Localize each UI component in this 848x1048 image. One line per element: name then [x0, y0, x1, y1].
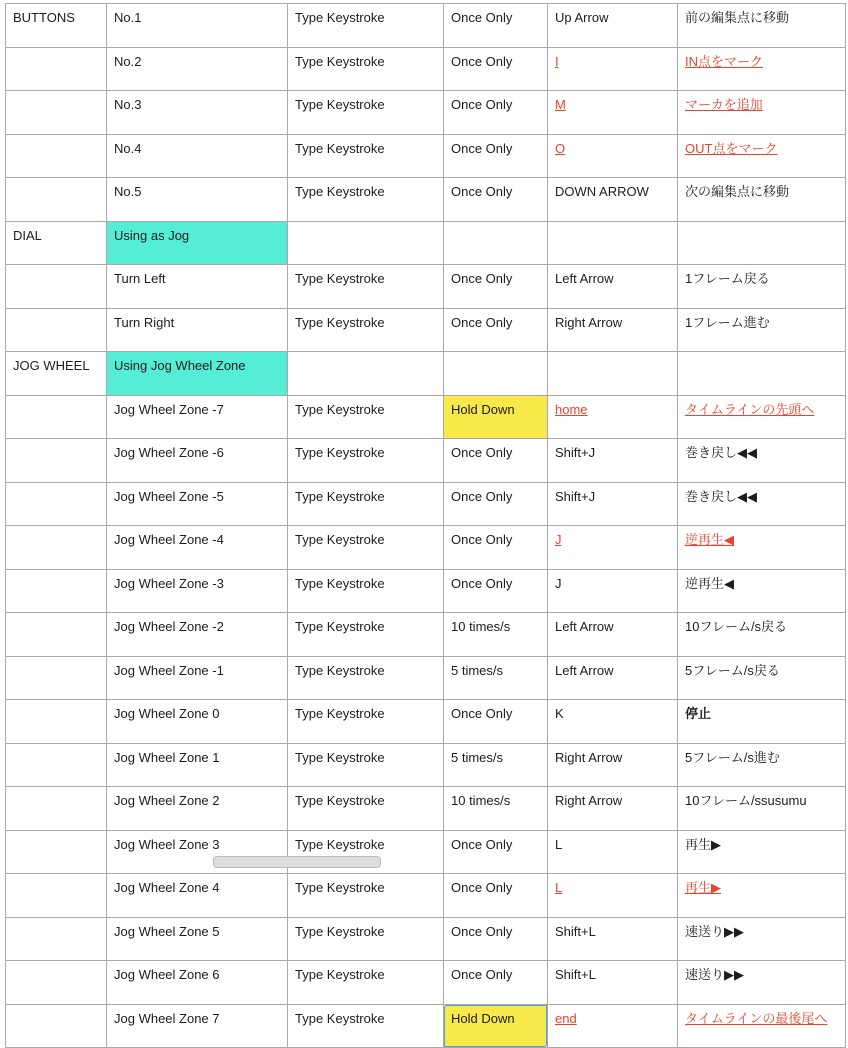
- table-row: [6, 352, 846, 396]
- type-text: Type Keystroke: [295, 271, 385, 286]
- keystroke-cell[interactable]: [548, 395, 678, 439]
- keystroke-cell[interactable]: [548, 830, 678, 874]
- mode-text: Once Only: [451, 575, 513, 591]
- description-cell[interactable]: [678, 787, 846, 831]
- table-row: [6, 526, 846, 570]
- type-text: Type Keystroke: [295, 445, 385, 460]
- repeat-mode-cell[interactable]: [444, 91, 548, 135]
- repeat-mode-cell[interactable]: [444, 787, 548, 831]
- repeat-mode-cell[interactable]: [444, 439, 548, 483]
- category-cell[interactable]: [6, 700, 107, 744]
- key-text: Left Arrow: [555, 271, 614, 286]
- action-name-cell[interactable]: [107, 917, 288, 961]
- key-link[interactable]: home: [555, 401, 588, 417]
- description-text: 巻き戻し◀◀: [685, 488, 757, 504]
- action-name-cell[interactable]: [107, 221, 288, 265]
- type-text: Type Keystroke: [295, 97, 385, 112]
- mode-text: 10 times/s: [451, 793, 511, 808]
- name-text: Jog Wheel Zone 5: [114, 923, 220, 939]
- description-cell[interactable]: [678, 917, 846, 961]
- mode-text: Once Only: [451, 271, 513, 286]
- category-cell[interactable]: [6, 221, 107, 265]
- keystroke-cell[interactable]: [548, 743, 678, 787]
- key-link[interactable]: J: [555, 532, 562, 547]
- keystroke-cell[interactable]: [548, 482, 678, 526]
- description-cell[interactable]: [678, 874, 846, 918]
- keystroke-cell[interactable]: [548, 134, 678, 178]
- action-name-cell[interactable]: [107, 613, 288, 657]
- type-text: Type Keystroke: [295, 10, 385, 25]
- table-row: [6, 265, 846, 309]
- key-text: Right Arrow: [555, 793, 623, 808]
- action-name-cell[interactable]: [107, 569, 288, 613]
- repeat-mode-cell[interactable]: [444, 526, 548, 570]
- name-text: Jog Wheel Zone -1: [114, 662, 224, 678]
- type-cell[interactable]: [288, 4, 444, 48]
- name-text: No.3: [114, 97, 142, 112]
- keystroke-cell[interactable]: [548, 569, 678, 613]
- mode-text: Once Only: [451, 97, 513, 112]
- repeat-mode-cell[interactable]: [444, 569, 548, 613]
- keystroke-cell[interactable]: [548, 787, 678, 831]
- category-text: DIAL: [13, 227, 42, 243]
- table-row: [6, 874, 846, 918]
- description-cell[interactable]: [678, 439, 846, 483]
- name-text: Jog Wheel Zone -2: [114, 619, 224, 634]
- mode-text: Hold Down: [451, 401, 515, 417]
- selection-handle-top-left[interactable]: [444, 1004, 448, 1008]
- mode-text: Once Only: [451, 140, 513, 156]
- description-text: 巻き戻し◀◀: [685, 445, 757, 460]
- table-row: [6, 743, 846, 787]
- type-cell[interactable]: [288, 91, 444, 135]
- table-row: [6, 830, 846, 874]
- description-text: 逆再生◀: [685, 575, 734, 591]
- type-cell[interactable]: [288, 700, 444, 744]
- action-name-cell[interactable]: [107, 526, 288, 570]
- key-text: Right Arrow: [555, 749, 623, 765]
- category-cell[interactable]: [6, 482, 107, 526]
- repeat-mode-cell[interactable]: [444, 178, 548, 222]
- description-text: 再生▶: [685, 836, 721, 852]
- description-text: 速送り▶▶: [685, 967, 744, 982]
- type-cell[interactable]: [288, 526, 444, 570]
- action-name-cell[interactable]: [107, 700, 288, 744]
- category-cell[interactable]: [6, 526, 107, 570]
- action-name-cell[interactable]: [107, 47, 288, 91]
- mode-text: Once Only: [451, 184, 513, 199]
- table-row: [6, 91, 846, 135]
- description-cell[interactable]: [678, 1004, 846, 1048]
- name-text: Jog Wheel Zone 2: [114, 793, 220, 808]
- description-cell[interactable]: [678, 221, 846, 265]
- description-cell[interactable]: [678, 4, 846, 48]
- name-text: Using as Jog: [114, 227, 190, 243]
- table-row: [6, 1004, 846, 1048]
- name-text: Jog Wheel Zone 1: [114, 749, 220, 765]
- repeat-mode-cell[interactable]: [444, 743, 548, 787]
- category-cell[interactable]: [6, 178, 107, 222]
- name-text: Jog Wheel Zone 6: [114, 967, 220, 982]
- action-name-cell[interactable]: [107, 961, 288, 1005]
- keystroke-cell[interactable]: [548, 613, 678, 657]
- description-link[interactable]: タイムラインの最後尾へ: [685, 1010, 828, 1026]
- category-cell[interactable]: [6, 4, 107, 48]
- table-row: [6, 439, 846, 483]
- key-text: Shift+L: [555, 923, 596, 939]
- type-text: Type Keystroke: [295, 1010, 385, 1026]
- mode-text: Once Only: [451, 445, 513, 460]
- type-text: Type Keystroke: [295, 488, 385, 504]
- description-cell[interactable]: [678, 91, 846, 135]
- description-text: 5フレーム/s戻る: [685, 662, 780, 678]
- action-name-cell[interactable]: [107, 439, 288, 483]
- name-text: Jog Wheel Zone 4: [114, 880, 220, 895]
- type-cell[interactable]: [288, 265, 444, 309]
- repeat-mode-cell[interactable]: [444, 482, 548, 526]
- category-cell[interactable]: [6, 743, 107, 787]
- category-text: BUTTONS: [13, 10, 75, 25]
- category-cell[interactable]: [6, 874, 107, 918]
- key-text: Left Arrow: [555, 662, 614, 678]
- mode-text: Once Only: [451, 314, 513, 330]
- category-cell[interactable]: [6, 830, 107, 874]
- key-link[interactable]: I: [555, 53, 559, 69]
- repeat-mode-cell[interactable]: [444, 1004, 548, 1048]
- type-text: Type Keystroke: [295, 575, 385, 591]
- repeat-mode-cell[interactable]: [444, 917, 548, 961]
- table-row: [6, 221, 846, 265]
- repeat-mode-cell[interactable]: [444, 613, 548, 657]
- type-text: Type Keystroke: [295, 793, 385, 808]
- keystroke-cell[interactable]: [548, 265, 678, 309]
- repeat-mode-cell[interactable]: [444, 961, 548, 1005]
- type-cell[interactable]: [288, 47, 444, 91]
- name-text: Jog Wheel Zone -4: [114, 532, 224, 547]
- action-name-cell[interactable]: [107, 4, 288, 48]
- table-row: [6, 961, 846, 1005]
- action-name-cell[interactable]: [107, 265, 288, 309]
- description-cell[interactable]: [678, 47, 846, 91]
- category-cell[interactable]: [6, 91, 107, 135]
- description-link[interactable]: マーカを追加: [685, 97, 763, 112]
- category-cell[interactable]: [6, 352, 107, 396]
- table-row: [6, 613, 846, 657]
- description-cell[interactable]: [678, 569, 846, 613]
- mode-text: 5 times/s: [451, 749, 504, 765]
- repeat-mode-cell[interactable]: [444, 47, 548, 91]
- description-text: 停止: [685, 706, 712, 721]
- table-row: [6, 656, 846, 700]
- mode-text: Once Only: [451, 10, 513, 25]
- description-cell[interactable]: [678, 656, 846, 700]
- table-row: [6, 4, 846, 48]
- action-name-cell[interactable]: [107, 134, 288, 178]
- name-text: Jog Wheel Zone -7: [114, 401, 224, 417]
- mode-text: Once Only: [451, 880, 513, 895]
- category-cell[interactable]: [6, 308, 107, 352]
- name-text: No.1: [114, 10, 142, 25]
- repeat-mode-cell[interactable]: [444, 4, 548, 48]
- type-text: Type Keystroke: [295, 662, 385, 678]
- category-cell[interactable]: [6, 569, 107, 613]
- description-cell[interactable]: [678, 308, 846, 352]
- name-text: Jog Wheel Zone 0: [114, 706, 220, 721]
- keystroke-cell[interactable]: [548, 700, 678, 744]
- keystroke-cell[interactable]: [548, 874, 678, 918]
- description-link[interactable]: OUT点をマーク: [685, 140, 778, 156]
- key-text: Right Arrow: [555, 314, 623, 330]
- description-cell[interactable]: [678, 395, 846, 439]
- action-name-cell[interactable]: [107, 91, 288, 135]
- bottom-ui-fragment: [213, 856, 381, 868]
- description-link[interactable]: 再生▶: [685, 880, 721, 895]
- action-name-cell[interactable]: [107, 308, 288, 352]
- type-cell[interactable]: [288, 482, 444, 526]
- category-cell[interactable]: [6, 47, 107, 91]
- action-name-cell[interactable]: [107, 1004, 288, 1048]
- keystroke-cell[interactable]: [548, 917, 678, 961]
- type-cell[interactable]: [288, 569, 444, 613]
- type-cell[interactable]: [288, 656, 444, 700]
- category-cell[interactable]: [6, 613, 107, 657]
- type-cell[interactable]: [288, 917, 444, 961]
- category-text: JOG WHEEL: [13, 358, 90, 373]
- type-text: Type Keystroke: [295, 53, 385, 69]
- action-name-cell[interactable]: [107, 352, 288, 396]
- description-text: 1フレーム進む: [685, 314, 770, 330]
- category-cell[interactable]: [6, 961, 107, 1005]
- table-row: [6, 47, 846, 91]
- type-text: Type Keystroke: [295, 140, 385, 156]
- mode-text: Once Only: [451, 836, 513, 852]
- action-name-cell[interactable]: [107, 656, 288, 700]
- key-text: Up Arrow: [555, 10, 609, 25]
- type-text: Type Keystroke: [295, 706, 385, 721]
- key-link[interactable]: M: [555, 97, 566, 112]
- name-text: Jog Wheel Zone 3: [114, 836, 220, 852]
- description-text: 10フレーム/s戻る: [685, 619, 788, 634]
- type-cell[interactable]: [288, 308, 444, 352]
- keystroke-cell[interactable]: [548, 308, 678, 352]
- name-text: Turn Left: [114, 271, 166, 286]
- keystroke-cell[interactable]: [548, 47, 678, 91]
- description-text: 前の編集点に移動: [685, 10, 790, 25]
- name-text: Jog Wheel Zone -5: [114, 488, 224, 504]
- table-row: [6, 134, 846, 178]
- mode-text: Once Only: [451, 967, 513, 982]
- mode-text: Once Only: [451, 53, 513, 69]
- repeat-mode-cell[interactable]: [444, 830, 548, 874]
- type-text: Type Keystroke: [295, 619, 385, 634]
- key-text: Shift+J: [555, 488, 596, 504]
- keystroke-cell[interactable]: [548, 1004, 678, 1048]
- table-row: [6, 787, 846, 831]
- selection-handle-bottom-right[interactable]: [544, 1044, 548, 1048]
- description-cell[interactable]: [678, 613, 846, 657]
- table-row: [6, 482, 846, 526]
- type-text: Type Keystroke: [295, 749, 385, 765]
- repeat-mode-cell[interactable]: [444, 700, 548, 744]
- description-text: 1フレーム戻る: [685, 271, 770, 286]
- action-name-cell[interactable]: [107, 395, 288, 439]
- table-row: [6, 700, 846, 744]
- repeat-mode-cell[interactable]: [444, 395, 548, 439]
- keystroke-cell[interactable]: [548, 656, 678, 700]
- repeat-mode-cell[interactable]: [444, 656, 548, 700]
- description-cell[interactable]: [678, 178, 846, 222]
- type-cell[interactable]: [288, 178, 444, 222]
- description-cell[interactable]: [678, 830, 846, 874]
- name-text: Using Jog Wheel Zone: [114, 358, 246, 373]
- name-text: Jog Wheel Zone 7: [114, 1010, 220, 1026]
- category-cell[interactable]: [6, 395, 107, 439]
- key-text: Shift+L: [555, 967, 596, 982]
- table-row: [6, 308, 846, 352]
- repeat-mode-cell[interactable]: [444, 221, 548, 265]
- category-cell[interactable]: [6, 1004, 107, 1048]
- type-text: Type Keystroke: [295, 836, 385, 852]
- name-text: No.2: [114, 53, 142, 69]
- mode-text: Once Only: [451, 706, 513, 721]
- type-cell[interactable]: [288, 439, 444, 483]
- description-cell[interactable]: [678, 961, 846, 1005]
- type-cell[interactable]: [288, 221, 444, 265]
- key-text: J: [555, 575, 562, 591]
- type-cell[interactable]: [288, 1004, 444, 1048]
- mode-text: Once Only: [451, 532, 513, 547]
- repeat-mode-cell[interactable]: [444, 265, 548, 309]
- keystroke-cell[interactable]: [548, 4, 678, 48]
- table-row: [6, 569, 846, 613]
- keystroke-cell[interactable]: [548, 352, 678, 396]
- action-name-cell[interactable]: [107, 178, 288, 222]
- type-text: Type Keystroke: [295, 532, 385, 547]
- description-text: 5フレーム/s進む: [685, 749, 780, 765]
- mode-text: Once Only: [451, 488, 513, 504]
- keymap-table: [5, 3, 846, 1048]
- mode-text: Hold Down: [451, 1010, 515, 1026]
- key-text: DOWN ARROW: [555, 184, 649, 199]
- description-text: 10フレーム/ssusumu: [685, 793, 807, 808]
- table-row: [6, 178, 846, 222]
- table-row: [6, 917, 846, 961]
- name-text: No.5: [114, 184, 142, 199]
- mode-text: 10 times/s: [451, 619, 511, 634]
- table-row: [6, 395, 846, 439]
- name-text: No.4: [114, 140, 142, 156]
- type-cell[interactable]: [288, 395, 444, 439]
- description-link[interactable]: タイムラインの先頭へ: [685, 401, 815, 417]
- keystroke-cell[interactable]: [548, 221, 678, 265]
- type-cell[interactable]: [288, 787, 444, 831]
- repeat-mode-cell[interactable]: [444, 874, 548, 918]
- action-name-cell[interactable]: [107, 743, 288, 787]
- name-text: Jog Wheel Zone -6: [114, 445, 224, 460]
- description-cell[interactable]: [678, 700, 846, 744]
- name-text: Jog Wheel Zone -3: [114, 575, 224, 591]
- key-text: Left Arrow: [555, 619, 614, 634]
- type-text: Type Keystroke: [295, 184, 385, 199]
- keystroke-cell[interactable]: [548, 526, 678, 570]
- key-text: K: [555, 706, 564, 721]
- category-cell[interactable]: [6, 656, 107, 700]
- key-text: Shift+J: [555, 445, 596, 460]
- mode-text: 5 times/s: [451, 662, 504, 678]
- type-cell[interactable]: [288, 613, 444, 657]
- mode-text: Once Only: [451, 923, 513, 939]
- type-cell[interactable]: [288, 874, 444, 918]
- type-text: Type Keystroke: [295, 880, 385, 895]
- keystroke-cell[interactable]: [548, 91, 678, 135]
- repeat-mode-cell[interactable]: [444, 308, 548, 352]
- key-link[interactable]: end: [555, 1010, 577, 1026]
- description-link[interactable]: IN点をマーク: [685, 53, 764, 69]
- keystroke-cell[interactable]: [548, 439, 678, 483]
- category-cell[interactable]: [6, 265, 107, 309]
- description-text: 次の編集点に移動: [685, 184, 790, 199]
- category-cell[interactable]: [6, 917, 107, 961]
- description-text: 速送り▶▶: [685, 923, 744, 939]
- description-link[interactable]: 逆再生◀: [685, 532, 734, 547]
- category-cell[interactable]: [6, 787, 107, 831]
- description-cell[interactable]: [678, 352, 846, 396]
- description-cell[interactable]: [678, 743, 846, 787]
- description-cell[interactable]: [678, 134, 846, 178]
- type-text: Type Keystroke: [295, 923, 385, 939]
- type-cell[interactable]: [288, 134, 444, 178]
- type-text: Type Keystroke: [295, 314, 385, 330]
- type-cell[interactable]: [288, 961, 444, 1005]
- category-cell[interactable]: [6, 134, 107, 178]
- type-text: Type Keystroke: [295, 401, 385, 417]
- action-name-cell[interactable]: [107, 482, 288, 526]
- description-cell[interactable]: [678, 265, 846, 309]
- description-cell[interactable]: [678, 526, 846, 570]
- repeat-mode-cell[interactable]: [444, 352, 548, 396]
- key-link[interactable]: L: [555, 880, 563, 895]
- action-name-cell[interactable]: [107, 874, 288, 918]
- repeat-mode-cell[interactable]: [444, 134, 548, 178]
- action-name-cell[interactable]: [107, 787, 288, 831]
- type-cell[interactable]: [288, 743, 444, 787]
- type-cell[interactable]: [288, 352, 444, 396]
- category-cell[interactable]: [6, 439, 107, 483]
- keystroke-cell[interactable]: [548, 178, 678, 222]
- key-text: L: [555, 836, 563, 852]
- name-text: Turn Right: [114, 314, 175, 330]
- type-text: Type Keystroke: [295, 967, 385, 982]
- keystroke-cell[interactable]: [548, 961, 678, 1005]
- description-cell[interactable]: [678, 482, 846, 526]
- key-link[interactable]: O: [555, 140, 566, 156]
